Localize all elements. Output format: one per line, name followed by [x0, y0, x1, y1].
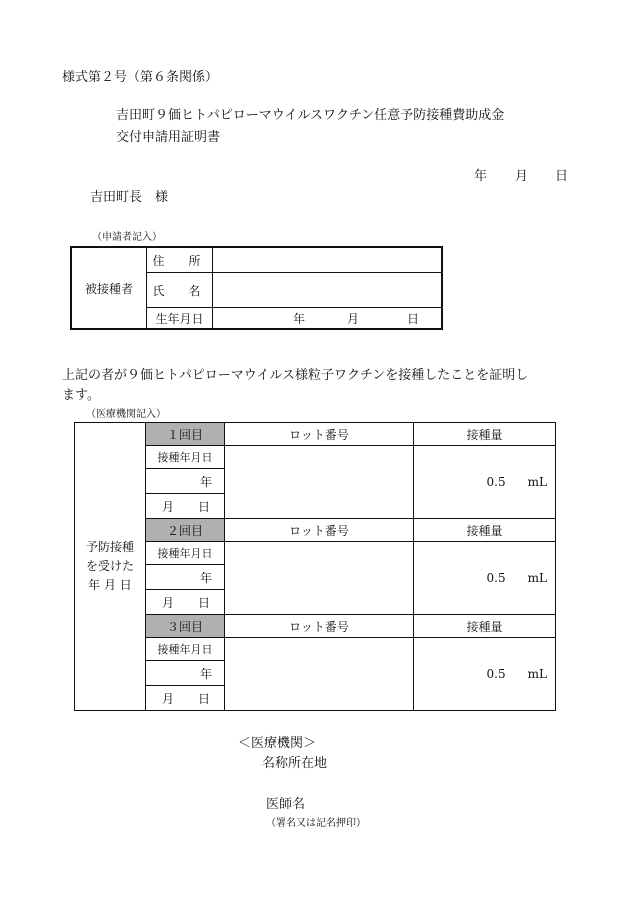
dose-1-label: １回目 [146, 423, 225, 446]
dose-3-amount: 0.5 mL [414, 638, 556, 711]
address-label: 住 所 [147, 247, 213, 273]
date-year-label: 年 [474, 169, 488, 184]
amount-header: 接種量 [414, 615, 556, 638]
lot-number-header: ロット番号 [225, 615, 414, 638]
dose-3-date-label: 接種年月日 [146, 638, 225, 661]
birth-date-field[interactable] [213, 308, 443, 330]
applicant-note: （申請者記入） [92, 232, 162, 243]
address-field[interactable] [213, 247, 443, 273]
name-label: 氏 名 [147, 273, 213, 308]
birth-day-label: 日 [407, 311, 420, 326]
dose-3-year-label: 年 [146, 661, 225, 686]
dose-2-month-day: 月 日 [146, 590, 225, 615]
lot-number-header: ロット番号 [225, 423, 414, 446]
dose-2-lot-field[interactable] [225, 542, 414, 615]
medical-note: （医療機関記入） [86, 409, 166, 420]
dose-2-year-label: 年 [146, 565, 225, 590]
institution-name-address-label: 名称所在地 [262, 756, 328, 771]
dose-2-amount: 0.5 mL [414, 542, 556, 615]
institution-header: ＜医療機関＞ [238, 736, 317, 751]
amount-header: 接種量 [414, 519, 556, 542]
signature-note: （署名又は記名押印） [266, 818, 366, 829]
vaccination-table [74, 422, 556, 711]
dose-3-month-day: 月 日 [146, 686, 225, 711]
name-field[interactable] [213, 273, 443, 308]
birth-label: 生年月日 [147, 308, 213, 330]
doctor-name-label: 医師名 [266, 797, 306, 812]
birth-year-label: 年 [293, 311, 306, 326]
vaccination-date-side-label: 予防接種 を受けた 年 月 日 [75, 423, 146, 711]
applicant-table [70, 246, 443, 330]
birth-month-label: 月 [347, 311, 360, 326]
dose-3-lot-field[interactable] [225, 638, 414, 711]
certification-line1: 上記の者が９価ヒトパピローマウイルス様粒子ワクチンを接種したことを証明し [62, 368, 529, 383]
dose-2-label: ２回目 [146, 519, 225, 542]
recipient-label: 被接種者 [71, 247, 147, 329]
document-title-line1: 吉田町９価ヒトパピローマウイルスワクチン任意予防接種費助成金 [116, 108, 505, 123]
addressee: 吉田町長 様 [90, 190, 169, 205]
dose-3-label: ３回目 [146, 615, 225, 638]
dose-2-date-label: 接種年月日 [146, 542, 225, 565]
dose-1-lot-field[interactable] [225, 446, 414, 519]
document-title-line2: 交付申請用証明書 [116, 130, 221, 145]
dose-1-date-label: 接種年月日 [146, 446, 225, 469]
dose-1-year-label: 年 [146, 469, 225, 494]
dose-1-month-day: 月 日 [146, 494, 225, 519]
date-month-label: 月 [515, 169, 529, 184]
certification-line2: ます。 [62, 388, 100, 403]
amount-header: 接種量 [414, 423, 556, 446]
lot-number-header: ロット番号 [225, 519, 414, 542]
form-number: 様式第２号（第６条関係） [62, 70, 219, 85]
dose-1-amount: 0.5 mL [414, 446, 556, 519]
date-day-label: 日 [555, 169, 569, 184]
